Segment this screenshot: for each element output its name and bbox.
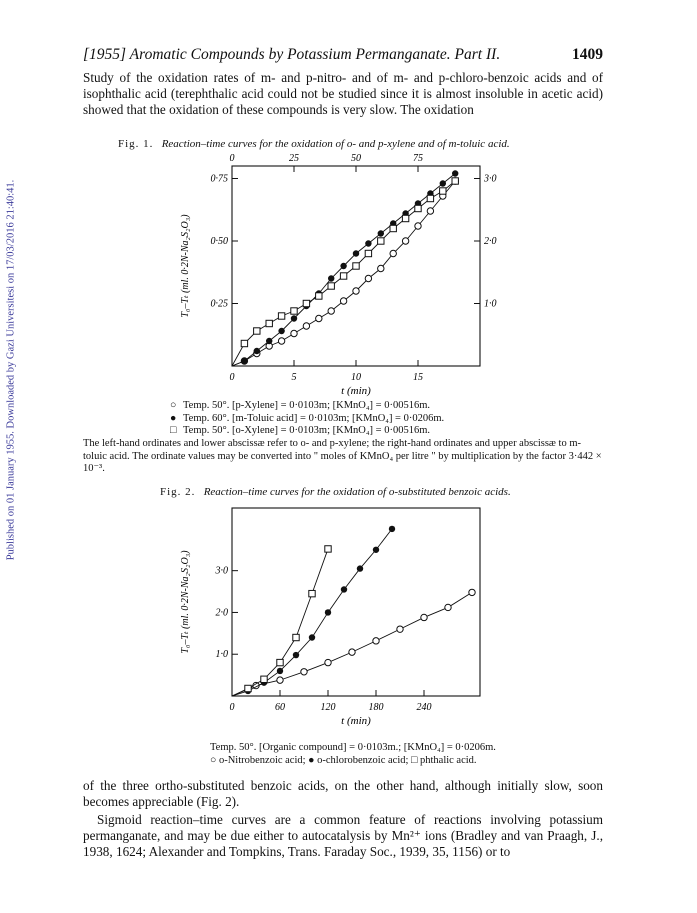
data-point-filled xyxy=(373,547,379,553)
fig2-legend-line2: ○ o-Nitrobenzoic acid; ● o-chlorobenzoic acid; □ phthalic acid. xyxy=(210,754,477,766)
data-point-square xyxy=(328,283,334,289)
data-point-filled xyxy=(293,652,299,658)
fig1-note: The left-hand ordinates and lower abscissæ refer to o- and p-xylene; the right-hand ordinates and upper abscissæ to m-toluic acid. The ordinate values may be converted into " moles of KMnO₄ per litre " by multiplication by the factor 3·442 × 10⁻³. xyxy=(83,438,602,474)
y-tick-label-left: 0·50 xyxy=(210,236,228,247)
data-point-open xyxy=(373,638,379,644)
data-point-filled xyxy=(440,180,446,186)
y-tick-label: 2·0 xyxy=(215,607,228,619)
y-tick-label: 1·0 xyxy=(215,649,228,661)
fig1-legend xyxy=(170,400,444,438)
data-point-filled xyxy=(389,526,395,532)
x-tick-label: 0 xyxy=(229,702,235,713)
data-point-square xyxy=(254,328,260,334)
y-tick-label: 3·0 xyxy=(215,565,228,577)
data-point-open xyxy=(340,298,346,304)
data-point-square xyxy=(293,634,299,640)
x-tick-label-top: 50 xyxy=(351,153,361,164)
legend-text: Temp. 50°. [p-Xylene] = 0·0103m; [KMnO₄] = 0·00516m. xyxy=(183,400,431,411)
data-point-filled xyxy=(328,275,334,281)
plot-frame xyxy=(232,508,480,696)
y-tick-label-left: 0·25 xyxy=(210,298,228,310)
data-point-square xyxy=(325,546,331,552)
data-point-open xyxy=(328,308,334,314)
y-tick-label-right: 2·0 xyxy=(484,236,497,247)
data-point-filled xyxy=(309,634,315,640)
data-point-open xyxy=(316,315,322,321)
data-point-square xyxy=(241,340,247,346)
running-title: [1955] Aromatic Compounds by Potassium Permanganate. Part II. xyxy=(83,46,501,63)
data-point-open xyxy=(378,265,384,271)
data-point-square xyxy=(261,676,267,682)
series-line xyxy=(232,174,455,367)
fig1-label: Fig. 1. xyxy=(118,138,154,150)
x-tick-label: 180 xyxy=(368,702,384,713)
data-point-square xyxy=(390,225,396,231)
legend-marker-open-circle: ○ xyxy=(170,400,177,411)
data-point-square xyxy=(309,590,315,596)
data-point-open xyxy=(278,338,284,344)
fig2-chart xyxy=(160,496,520,740)
data-point-open xyxy=(325,659,331,665)
fig2-label: Fig. 2. xyxy=(160,486,196,498)
legend-row xyxy=(170,413,444,426)
data-point-square xyxy=(291,308,297,314)
legend-marker-filled-circle: ● xyxy=(170,412,177,424)
fig2-legend xyxy=(210,742,496,767)
data-point-open xyxy=(427,208,433,214)
data-point-open xyxy=(353,288,359,294)
after-paragraph-2: Sigmoid reaction–time curves are a common feature of reactions involving potassium permanganate, and may be due either to autocatalysis by Mn²⁺ ions (Bradley and van Praagh, J., 1938, 1624; Alexander and Tompkins, Trans. Faraday Soc., 1939, 35, 1156) or to xyxy=(83,812,603,859)
data-point-square xyxy=(340,273,346,279)
data-point-open xyxy=(303,323,309,329)
data-point-filled xyxy=(357,565,363,571)
data-point-square xyxy=(452,178,458,184)
data-point-filled xyxy=(452,170,458,176)
intro-paragraph: Study of the oxidation rates of m- and p-nitro- and of m- and p-chloro-benzoic acids and of isophthalic acid (terephthalic acid could not be studied since it is almost insoluble in acetic acid) showed that the oxidation of these compounds is very slow. The oxidation xyxy=(83,70,603,117)
download-stamp-text: Published on 01 January 1955. Downloaded by Gazi Universitesi on 17/03/2016 21:40:41. xyxy=(5,179,17,561)
data-point-open xyxy=(277,677,283,683)
data-point-open xyxy=(402,238,408,244)
data-point-filled xyxy=(278,328,284,334)
data-point-filled xyxy=(340,263,346,269)
x-tick-label: 60 xyxy=(275,702,285,713)
data-point-open xyxy=(349,649,355,655)
data-point-square xyxy=(365,250,371,256)
data-point-filled xyxy=(353,250,359,256)
data-point-filled xyxy=(254,348,260,354)
data-point-filled xyxy=(378,230,384,236)
x-tick-label-bottom: 15 xyxy=(413,372,423,383)
x-tick-label-top: 75 xyxy=(413,153,423,164)
y-tick-label-right: 3·0 xyxy=(484,173,497,185)
data-point-filled xyxy=(266,338,272,344)
data-point-open xyxy=(445,604,451,610)
data-point-open xyxy=(469,589,475,595)
data-point-square xyxy=(440,188,446,194)
x-tick-label: 120 xyxy=(320,702,336,713)
legend-row xyxy=(170,425,444,438)
data-point-filled xyxy=(291,315,297,321)
series-line xyxy=(232,529,392,696)
x-tick-label-top: 0 xyxy=(229,153,235,164)
data-point-open xyxy=(365,275,371,281)
y-axis-label: T₀–Tₜ (ml. 0·2N-Na₂S₂O₃) xyxy=(180,550,191,654)
legend-text: Temp. 60°. [m-Toluic acid] = 0·0103m; [KMnO₄] = 0·0206m. xyxy=(183,412,445,424)
download-stamp xyxy=(4,150,18,590)
data-point-square xyxy=(427,195,433,201)
data-point-open xyxy=(291,330,297,336)
y-tick-label-right: 1·0 xyxy=(484,298,497,310)
x-tick-label-top: 25 xyxy=(289,153,299,164)
x-tick-label: 240 xyxy=(416,702,432,713)
x-tick-label-bottom: 5 xyxy=(291,372,297,383)
legend-marker-open-square: □ xyxy=(170,425,177,436)
data-point-square xyxy=(378,238,384,244)
fig1-chart xyxy=(160,148,520,398)
legend-row xyxy=(170,400,444,413)
data-point-open xyxy=(390,250,396,256)
data-point-filled xyxy=(241,358,247,364)
after-paragraph: of the three ortho-substituted benzoic acids, on the other hand, although initially slow, soon becomes appreciable (Fig. 2). xyxy=(83,778,603,809)
fig2-legend-line1: Temp. 50°. [Organic compound] = 0·0103m.; [KMnO₄] = 0·0206m. xyxy=(210,742,496,753)
data-point-square xyxy=(303,300,309,306)
data-point-open xyxy=(421,614,427,620)
data-point-open xyxy=(415,223,421,229)
data-point-square xyxy=(402,215,408,221)
legend-text: Temp. 50°. [o-Xylene] = 0·0103m; [KMnO₄] = 0·00516m. xyxy=(183,425,431,436)
data-point-square xyxy=(353,263,359,269)
data-point-square xyxy=(277,659,283,665)
data-point-square xyxy=(415,205,421,211)
y-axis-label: T₀–Tₜ (ml. 0·2N-Na₂S₂O₃) xyxy=(180,214,191,318)
data-point-open xyxy=(397,626,403,632)
series-line xyxy=(232,592,472,696)
page-number: 1409 xyxy=(572,46,603,63)
x-axis-label: t (min) xyxy=(341,715,371,727)
data-point-filled xyxy=(277,668,283,674)
data-point-filled xyxy=(365,240,371,246)
data-point-square xyxy=(316,293,322,299)
x-tick-label-bottom: 10 xyxy=(351,372,361,383)
y-tick-label-left: 0·75 xyxy=(210,173,228,185)
data-point-square xyxy=(278,313,284,319)
data-point-open xyxy=(301,669,307,675)
data-point-filled xyxy=(341,586,347,592)
fig2-caption-text: Reaction–time curves for the oxidation of o-substituted benzoic acids. xyxy=(203,486,511,498)
data-point-square xyxy=(245,685,251,691)
data-point-filled xyxy=(325,609,331,615)
x-tick-label-bottom: 0 xyxy=(229,372,235,383)
x-axis-label: t (min) xyxy=(341,385,371,397)
data-point-square xyxy=(266,320,272,326)
fig1-caption-text: Reaction–time curves for the oxidation of o- and p-xylene and of m-toluic acid. xyxy=(161,138,510,150)
